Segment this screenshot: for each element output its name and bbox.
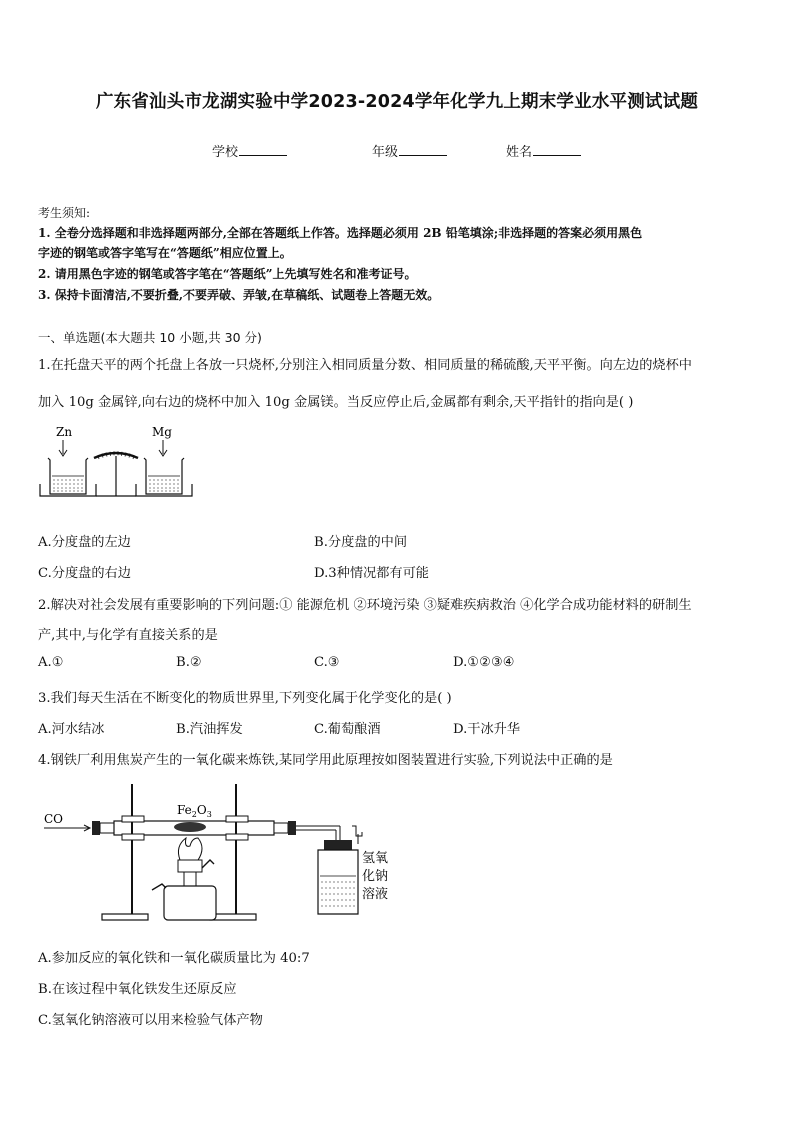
notice-item-2: 2. 请用黑色字迹的钢笔或答字笔在“答题纸”上先填写姓名和准考证号。	[38, 267, 417, 281]
bottle-label-2: 化钠	[362, 869, 389, 884]
q1-option-c: C.分度盘的右边	[38, 566, 131, 581]
notice-heading: 考生须知:	[38, 206, 91, 220]
co-label: CO	[44, 812, 64, 826]
school-field	[212, 141, 287, 160]
oxide-powder	[174, 822, 206, 832]
q1-option-a: A.分度盘的左边	[38, 535, 131, 550]
school-label: 学校	[212, 145, 239, 160]
q2-stem-line1: 2.解决对社会发展有重要影响的下列问题:① 能源危机 ②环境污染 ③疑难疾病救治 ④化学合成功能材料的研制生	[38, 598, 692, 613]
balance-figure	[36, 420, 236, 520]
q3-option-b: B.汽油挥发	[176, 722, 243, 737]
grade-blank	[399, 143, 447, 156]
q4-option-a: A.参加反应的氧化铁和一氧化碳质量比为 40:7	[38, 951, 310, 966]
iron-smelting-apparatus	[40, 780, 400, 925]
grade-field	[372, 141, 447, 160]
name-label: 姓名	[506, 145, 533, 160]
q3-option-a: A.河水结冰	[38, 722, 105, 737]
section-heading: 一、单选题(本大题共 10 小题,共 30 分)	[38, 330, 262, 345]
q1-option-b: B.分度盘的中间	[314, 535, 408, 550]
zn-label: Zn	[56, 425, 73, 439]
q2-option-b: B.②	[176, 655, 202, 670]
q1-stem-line2: 加入 10g 金属锌,向右边的烧杯中加入 10g 金属镁。当反应停止后,金属都有剩余,天平指针的指向是( )	[38, 395, 634, 410]
q4-option-b: B.在该过程中氧化铁发生还原反应	[38, 982, 237, 997]
notice-item-1-cont: 字迹的钢笔或答字笔写在“答题纸”相应位置上。	[38, 246, 292, 260]
notice-item-3: 3. 保持卡面清洁,不要折叠,不要弄破、弄皱,在草稿纸、试题卷上答题无效。	[38, 288, 440, 302]
q3-option-d: D.干冰升华	[453, 722, 521, 737]
q3-option-c: C.葡萄酿酒	[314, 722, 381, 737]
q4-option-c: C.氢氧化钠溶液可以用来检验气体产物	[38, 1013, 263, 1028]
q4-stem: 4.钢铁厂利用焦炭产生的一氧化碳来炼铁,某同学用此原理按如图装置进行实验,下列说法中正确的是	[38, 753, 613, 768]
bottle-label-1: 氢氧	[362, 851, 389, 866]
q3-stem: 3.我们每天生活在不断变化的物质世界里,下列变化属于化学变化的是( )	[38, 691, 452, 706]
fe2o3-label: $Fe_2O_3$	[177, 803, 212, 819]
mg-label: Mg	[152, 425, 172, 439]
name-blank	[533, 143, 581, 156]
page-title: 广东省汕头市龙湖实验中学2023-2024学年化学九上期末学业水平测试试题	[95, 92, 699, 112]
q2-option-c: C.③	[314, 655, 340, 670]
bottle-label-3: 溶液	[362, 887, 389, 902]
q1-option-d: D.3种情况都有可能	[314, 566, 429, 581]
school-blank	[239, 143, 287, 156]
burner	[164, 886, 216, 920]
name-field	[506, 141, 581, 160]
q1-stem-line1: 1.在托盘天平的两个托盘上各放一只烧杯,分别注入相同质量分数、相同质量的稀硫酸,天平平衡。向左边的烧杯中	[38, 358, 692, 373]
q2-stem-line2: 产,其中,与化学有直接关系的是	[38, 628, 218, 643]
grade-label: 年级	[372, 145, 399, 160]
q2-option-d: D.①②③④	[453, 655, 515, 670]
notice-item-1: 1. 全卷分选择题和非选择题两部分,全部在答题纸上作答。选择题必须用 2B 铅笔填涂;非选择题的答案必须用黑色	[38, 226, 643, 240]
q2-option-a: A.①	[38, 655, 64, 670]
